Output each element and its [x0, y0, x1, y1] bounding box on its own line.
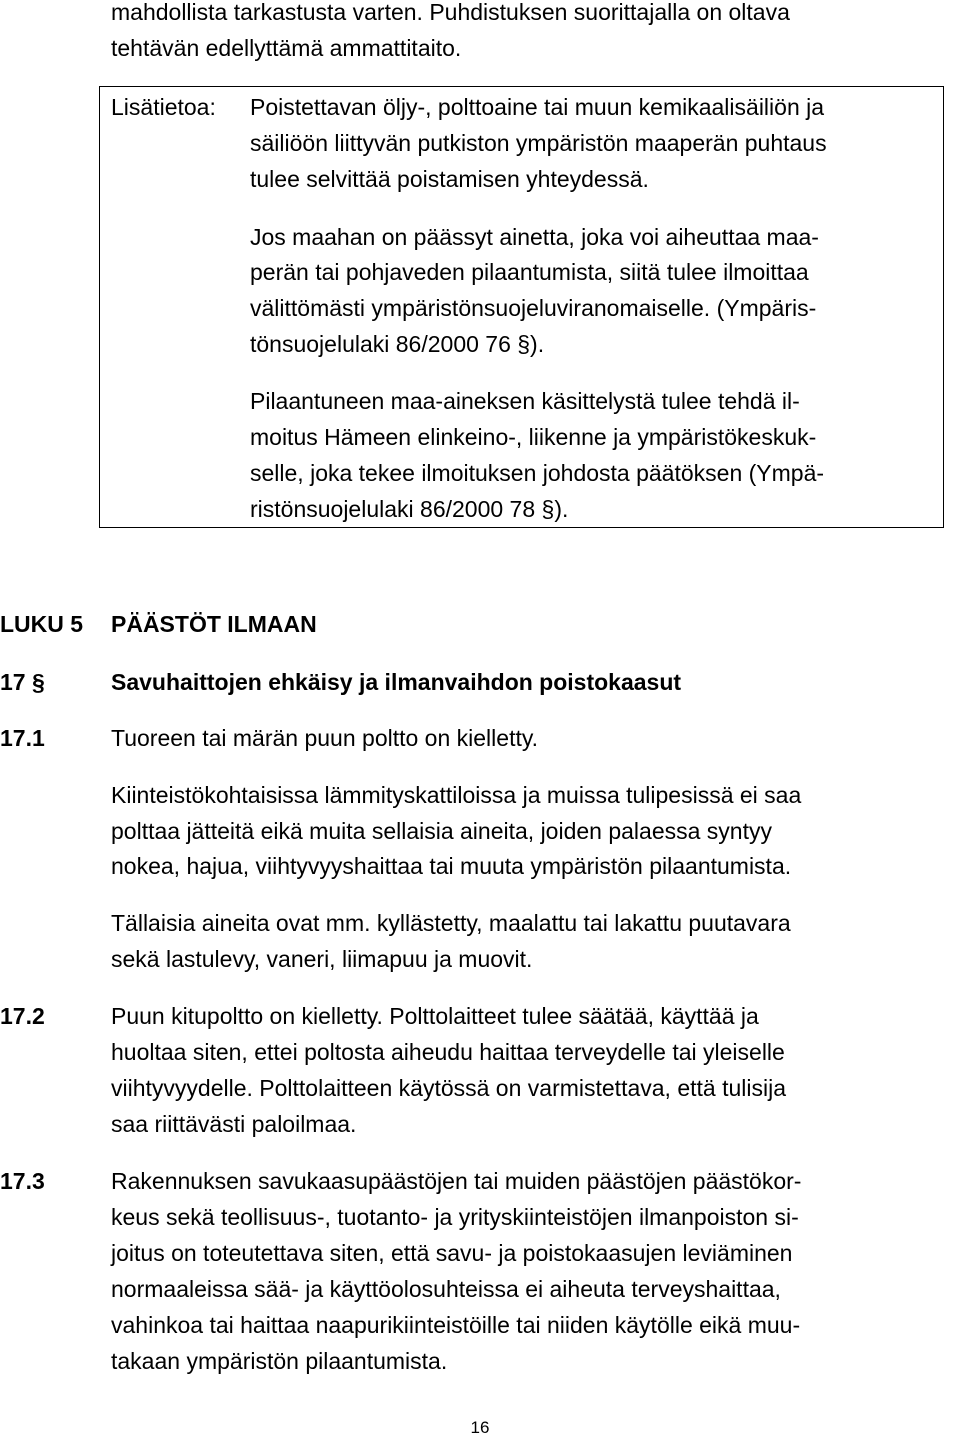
info-p2-line: Jos maahan on päässyt ainetta, joka voi aiheuttaa maa- — [250, 224, 819, 250]
section-number: 17 § — [0, 669, 45, 695]
intro-line-2: tehtävän edellyttämä ammattitaito. — [111, 35, 462, 61]
chapter-number: LUKU 5 — [0, 611, 84, 637]
s17-1-p1-line: polttaa jätteitä eikä muita sellaisia aineita, joiden palaessa syntyy — [111, 818, 772, 844]
info-p3-line: Pilaantuneen maa-aineksen käsittelystä tulee tehdä il- — [250, 388, 800, 414]
s17-1-p2-line: Tällaisia aineita ovat mm. kyllästetty, maalattu tai lakattu puutavara — [111, 910, 791, 936]
s17-2-line: saa riittävästi paloilmaa. — [111, 1111, 357, 1137]
s17-3-line: keus sekä teollisuus-, tuotanto- ja yrityskiinteistöjen ilmanpoiston si- — [111, 1204, 799, 1230]
s17-2-line: viihtyvyydelle. Polttolaitteen käytössä on varmistettava, että tulisija — [111, 1075, 786, 1101]
s17-3-line: normaaleissa sää- ja käyttöolosuhteissa ei aiheuta terveyshaittaa, — [111, 1276, 781, 1302]
s17-1-p1-line: nokea, hajua, viihtyvyyshaittaa tai muuta ympäristön pilaantumista. — [111, 853, 792, 879]
subsection-lead-17-1: Tuoreen tai märän puun poltto on kielletty. — [111, 725, 539, 751]
info-p3-line: selle, joka tekee ilmoituksen johdosta päätöksen (Ympä- — [250, 460, 825, 486]
s17-3-line: Rakennuksen savukaasupäästöjen tai muiden päästöjen päästökor- — [111, 1168, 802, 1194]
info-box-label: Lisätietoa: — [111, 94, 216, 120]
info-p1-line: Poistettavan öljy-, polttoaine tai muun kemikaalisäiliön ja — [250, 94, 825, 120]
intro-line-1: mahdollista tarkastusta varten. Puhdistuksen suorittajalla on oltava — [111, 0, 790, 25]
info-p1-line: tulee selvittää poistamisen yhteydessä. — [250, 166, 649, 192]
s17-3-line: takaan ympäristön pilaantumista. — [111, 1348, 448, 1374]
subsection-number-17-1: 17.1 — [0, 725, 45, 751]
subsection-number-17-2: 17.2 — [0, 1003, 45, 1029]
info-p2-line: tönsuojelulaki 86/2000 76 §). — [250, 331, 545, 357]
page-number: 16 — [470, 1418, 490, 1437]
s17-1-p2-line: sekä lastulevy, vaneri, liimapuu ja muovit. — [111, 946, 533, 972]
s17-1-p1-line: Kiinteistökohtaisissa lämmityskattiloissa ja muissa tulipesissä ei saa — [111, 782, 802, 808]
s17-2-line: huoltaa siten, ettei poltosta aiheudu haittaa terveydelle tai yleiselle — [111, 1039, 785, 1065]
section-title: Savuhaittojen ehkäisy ja ilmanvaihdon poistokaasut — [111, 669, 682, 695]
s17-3-line: vahinkoa tai haittaa naapurikiinteistöille tai niiden käytölle eikä muu- — [111, 1312, 801, 1338]
s17-2-line: Puun kitupoltto on kielletty. Polttolaitteet tulee säätää, käyttää ja — [111, 1003, 759, 1029]
info-p1-line: säiliöön liittyvän putkiston ympäristön maaperän puhtaus — [250, 130, 827, 156]
info-p2-line: perän tai pohjaveden pilaantumista, siitä tulee ilmoittaa — [250, 259, 809, 285]
s17-3-line: joitus on toteutettava siten, että savu- ja poistokaasujen leviäminen — [111, 1240, 793, 1266]
chapter-title: PÄÄSTÖT ILMAAN — [111, 611, 317, 637]
info-p2-line: välittömästi ympäristönsuojeluviranomaiselle. (Ympäris- — [250, 295, 817, 321]
subsection-number-17-3: 17.3 — [0, 1168, 45, 1194]
info-p3-line: moitus Hämeen elinkeino-, liikenne ja ympäristökeskuk- — [250, 424, 817, 450]
info-p3-line: ristönsuojelulaki 86/2000 78 §). — [250, 496, 569, 522]
